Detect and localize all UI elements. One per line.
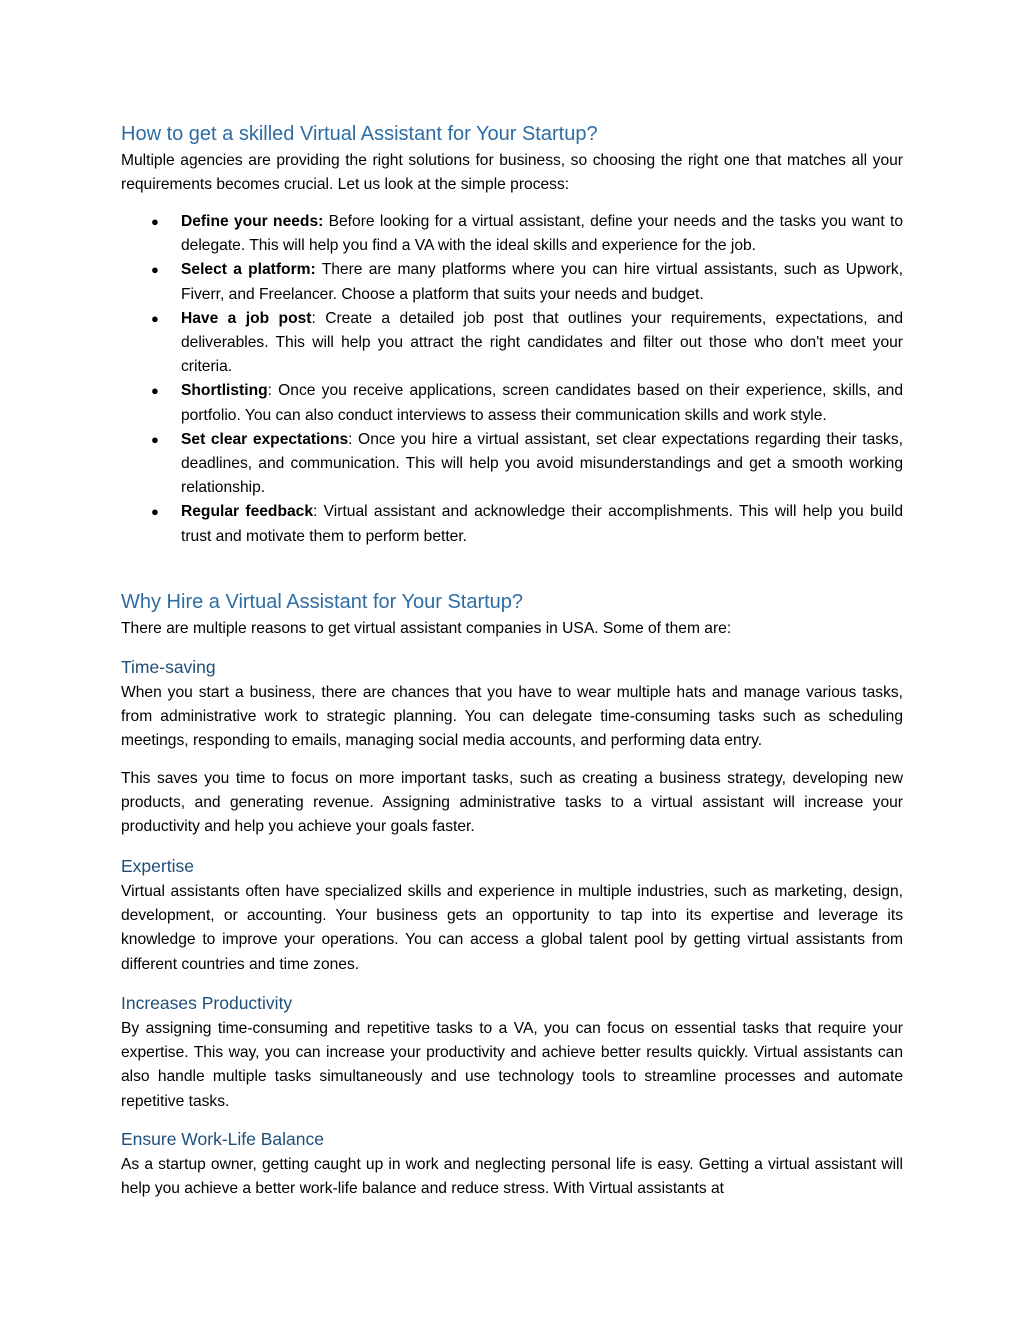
list-item bbox=[121, 210, 903, 258]
list-item-text: : Once you hire a virtual assistant, set clear expectations regarding their tasks, deadlines, and communication. This will help you avoid misunderstandings and get a smooth working relationship. bbox=[181, 430, 903, 497]
list-item-text: : Virtual assistant and acknowledge their accomplishments. This will help you build trust and motivate them to perform better. bbox=[181, 503, 903, 545]
process-steps-list bbox=[121, 210, 903, 549]
list-item bbox=[121, 307, 903, 380]
list-item bbox=[121, 500, 903, 548]
list-item bbox=[121, 379, 903, 427]
list-item-text: : Create a detailed job post that outlines your requirements, expectations, and deliverables. This will help you attract the right candidates and filter out those who don't meet your criteria. bbox=[181, 309, 903, 376]
bullet-icon: ● bbox=[151, 310, 159, 326]
list-item bbox=[121, 258, 903, 306]
subheading-work-life-balance: Ensure Work-Life Balance bbox=[121, 1129, 324, 1149]
list-item-text: : Once you receive applications, screen candidates based on their experience, skills, and portfolio. You can also conduct interviews to assess their communication skills and work style. bbox=[181, 382, 903, 424]
section-intro-paragraph: There are multiple reasons to get virtual assistant companies in USA. Some of them are: bbox=[121, 620, 732, 637]
list-item bbox=[121, 428, 903, 501]
section-heading-how-to-get: How to get a skilled Virtual Assistant for Your Startup? bbox=[121, 123, 598, 145]
list-item-term: Regular feedback bbox=[181, 503, 313, 521]
paragraph: Virtual assistants often have specialized skills and experience in multiple industries, such as marketing, design, development, or accounting. Your business gets an opportunity to tap into its expertise and leverage its knowledge to improve your operations. You can access a global talent pool by getting virtual assistants from different countries and time zones. bbox=[121, 883, 903, 973]
list-item-term: Shortlisting bbox=[181, 382, 268, 400]
bullet-icon: ● bbox=[151, 504, 159, 520]
list-item-term: Set clear expectations bbox=[181, 430, 349, 448]
list-item-term: Define your needs: bbox=[181, 213, 324, 230]
bullet-icon: ● bbox=[151, 431, 159, 447]
bullet-icon: ● bbox=[151, 383, 159, 399]
bullet-icon: ● bbox=[151, 262, 159, 278]
list-item-text: Before looking for a virtual assistant, define your needs and the tasks you want to delegate. This will help you find a VA with the ideal skills and experience for the job. bbox=[181, 213, 903, 255]
bullet-icon: ● bbox=[151, 214, 159, 229]
list-item-text: There are many platforms where you can hire virtual assistants, such as Upwork, Fiverr, and Freelancer. Choose a platform that suits your needs and budget. bbox=[181, 261, 903, 303]
paragraph: As a startup owner, getting caught up in work and neglecting personal life is easy. Getting a virtual assistant will help you achieve a better work-life balance and reduce stress. With Virtual assistants at bbox=[121, 1156, 903, 1198]
subheading-time-saving: Time-saving bbox=[121, 657, 216, 677]
paragraph: By assigning time-consuming and repetitive tasks to a VA, you can focus on essential tasks that require your expertise. This way, you can increase your productivity and achieve better results quickly. Virtual assistants can also handle multiple tasks simultaneously and use technology tools to streamline processes and automate repetitive tasks. bbox=[121, 1020, 903, 1110]
list-item-term: Select a platform: bbox=[181, 261, 316, 279]
section-intro-paragraph: Multiple agencies are providing the right solutions for business, so choosing the right one that matches all your requirements becomes crucial. Let us look at the simple process: bbox=[121, 152, 903, 194]
section-heading-why-hire: Why Hire a Virtual Assistant for Your Startup? bbox=[121, 591, 524, 613]
subheading-expertise: Expertise bbox=[121, 856, 194, 876]
paragraph: When you start a business, there are chances that you have to wear multiple hats and manage various tasks, from administrative work to strategic planning. You can delegate time-consuming tasks such as scheduling meetings, responding to emails, managing social media accounts, and performing data entry. bbox=[121, 684, 903, 750]
list-item-term: Have a job post bbox=[181, 309, 312, 327]
paragraph: This saves you time to focus on more important tasks, such as creating a business strategy, developing new products, and generating revenue. Assigning administrative tasks to a virtual assistant will increase your productivity and help you achieve your goals faster. bbox=[121, 770, 903, 836]
subheading-increases-productivity: Increases Productivity bbox=[121, 993, 293, 1013]
